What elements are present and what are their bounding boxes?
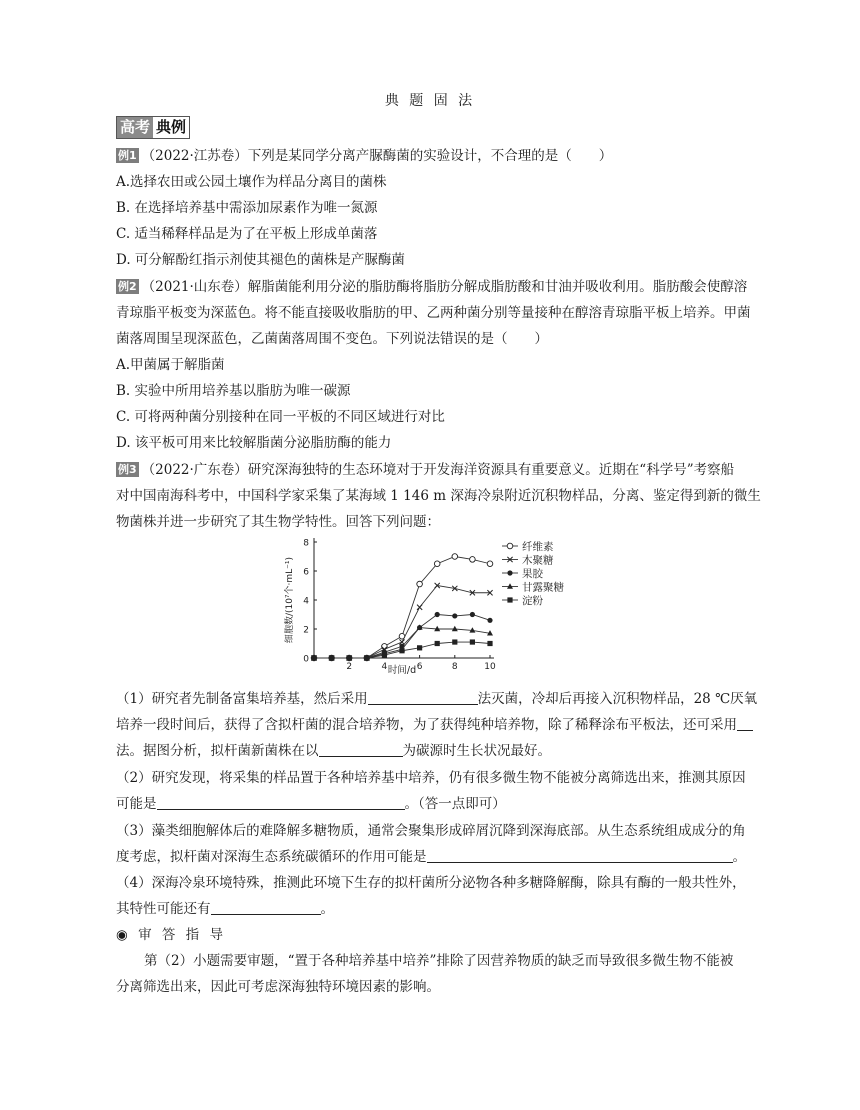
data-point-2-7	[435, 612, 440, 617]
data-point-3-8	[452, 626, 458, 631]
ex3-tag: 例3	[118, 463, 137, 476]
ex2-option-c: C. 可将两种菌分别接种在同一平板的不同区域进行对比	[116, 409, 445, 425]
q1-text-b: 法灭菌，冷却后再接入沉积物样品，28 ℃厌氧	[477, 691, 758, 707]
q1-line1	[116, 690, 757, 708]
x-tick-label: 6	[416, 662, 423, 672]
guide-paragraph-line2: 分离筛选出来，因此可考虑深海独特环境因素的影响。	[116, 979, 440, 995]
ex1-option-b: B. 在选择培养基中需添加尿素作为唯一氮源	[116, 200, 378, 216]
q3-blank[interactable]	[427, 848, 733, 863]
x-axis-label: 时间/d	[387, 665, 417, 674]
data-point-4-8	[452, 639, 457, 644]
ex3-stem-line3: 物菌株并进一步研究了其生物学特性。回答下列问题：	[116, 514, 440, 530]
x-tick-label: 4	[381, 662, 388, 672]
q4-text-c: 。	[320, 901, 334, 917]
y-tick-label: 8	[303, 538, 309, 549]
data-point-4-10	[487, 641, 492, 646]
x-tick-label: 2	[346, 662, 353, 672]
data-point-0-6	[417, 581, 423, 587]
q1-text-c: 培养一段时间后，获得了含拟杆菌的混合培养物，为了获得纯种培养物，除了稀释涂布平板法，还可采用	[116, 717, 737, 733]
ex2-stem-text1: （2021·山东卷）解脂菌能利用分泌的脂肪酶将脂肪分解成脂肪酸和甘油并吸收利用。脂肪酸会使醇溶	[141, 279, 748, 295]
x-tick-label: 10	[484, 662, 496, 672]
badge-part1: 高考	[117, 117, 153, 138]
data-point-4-4	[382, 653, 387, 658]
q1-text-d: 法。据图分析，拟杆菌新菌株在以	[116, 743, 319, 759]
y-tick-label: 2	[303, 625, 309, 636]
q1-line3	[116, 742, 551, 760]
ex1-stem	[116, 147, 612, 165]
q1-line2	[116, 716, 753, 734]
ex2-stem-line1	[116, 278, 747, 296]
ex1-option-c: C. 适当稀释样品是为了在平板上形成单菌落	[116, 226, 378, 242]
data-point-0-10	[487, 561, 493, 567]
ex2-stem-line2: 青琼脂平板变为深蓝色。将不能直接吸收脂肪的甲、乙两种菌分别等量接种在醇溶青琼脂平板上培养。甲菌	[116, 305, 751, 321]
q3-line2	[116, 848, 746, 866]
gaokao-dianli-badge	[116, 116, 190, 139]
data-point-4-0	[311, 655, 316, 660]
q3-text-b: 度考虑，拟杆菌对深海生态系统碳循环的作用可能是	[116, 849, 427, 865]
ex2-option-d: D. 该平板可用来比较解脂菌分泌脂肪酶的能力	[116, 435, 392, 451]
guide-heading: ◉ 审 答 指 导	[116, 927, 226, 943]
legend-marker-3	[507, 583, 513, 588]
q2-line1: （2）研究发现，将采集的样品置于各种培养基中培养，仍有很多微生物不能被分离筛选出来，推测其原因	[116, 770, 746, 786]
data-point-0-8	[452, 554, 458, 560]
q1-text-e: 为碳源时生长状况最好。	[402, 743, 551, 759]
ex1-option-d: D. 可分解酚红指示剂使其褪色的菌株是产脲酶菌	[116, 252, 405, 268]
data-point-4-6	[417, 645, 422, 650]
data-point-2-8	[452, 613, 457, 618]
ex3-stem-line1	[116, 461, 734, 479]
legend-marker-4	[507, 597, 512, 602]
legend-label-0: 纤维素	[522, 541, 554, 553]
ex2-tag: 例2	[118, 280, 137, 293]
data-point-4-3	[364, 655, 369, 660]
legend-marker-2	[507, 570, 512, 575]
ex2-option-b: B. 实验中所用培养基以脂肪为唯一碳源	[116, 383, 351, 399]
data-point-0-7	[434, 561, 440, 567]
data-point-2-10	[487, 618, 492, 623]
q3-line1: （3）藻类细胞解体后的难降解多糖物质，通常会聚集形成碎屑沉降到深海底部。从生态系统组成成分的角	[116, 823, 746, 839]
data-point-4-7	[435, 641, 440, 646]
q1-blank-3[interactable]	[319, 742, 403, 757]
page-title: 典 题 固 法	[384, 93, 476, 109]
data-point-4-9	[470, 639, 475, 644]
ex1-stem-text: （2022·江苏卷）下列是某同学分离产脲酶菌的实验设计，不合理的是（ ）	[141, 148, 613, 164]
y-tick-label: 6	[303, 567, 309, 578]
q4-text-b: 其特性可能还有	[116, 901, 211, 917]
ex1-tag: 例1	[118, 149, 137, 162]
ex3-stem-line2: 对中国南海科考中，中国科学家采集了某海域 1 146 m 深海冷泉附近沉积物样品，分离、鉴定得到新的微生	[116, 488, 761, 504]
legend-label-1: 木聚糖	[522, 554, 554, 567]
series-line-3	[314, 628, 490, 658]
y-tick-label: 0	[303, 654, 309, 665]
q2-text-c: 。（答一点即可）	[404, 796, 506, 812]
q2-line2	[116, 795, 506, 813]
q4-blank[interactable]	[211, 900, 321, 915]
x-tick-label: 8	[451, 662, 458, 672]
ex2-stem-line3: 菌落周围呈现深蓝色，乙菌菌落周围不变色。下列说法错误的是（ ）	[116, 331, 548, 347]
q4-line2	[116, 900, 334, 918]
legend-marker-0	[507, 543, 513, 549]
data-point-4-1	[329, 655, 334, 660]
q1-blank-2[interactable]	[737, 716, 753, 731]
q4-line1: （4）深海冷泉环境特殊，推测此环境下生存的拟杆菌所分泌物各种多糖降解酶，除具有酶的一般共性外，	[116, 875, 746, 891]
q1-text-a: （1）研究者先制备富集培养基，然后采用	[116, 691, 368, 707]
data-point-0-9	[470, 557, 476, 563]
q2-blank[interactable]	[157, 795, 405, 810]
y-tick-label: 4	[303, 596, 309, 607]
ex1-option-a: A.选择农田或公园土壤作为样品分离目的菌株	[116, 174, 387, 190]
ex3-stem-text1: （2022·广东卷）研究深海独特的生态环境对于开发海洋资源具有重要意义。近期在“科学号”考察船	[141, 462, 735, 478]
q3-text-c: 。	[732, 849, 746, 865]
data-point-1-6	[417, 605, 422, 610]
badge-part2: 典例	[153, 117, 189, 138]
ex2-option-a: A.甲菌属于解脂菌	[116, 357, 225, 373]
legend-label-4: 淀粉	[522, 595, 543, 607]
legend-label-2: 果胶	[522, 568, 543, 580]
q2-text-b: 可能是	[116, 796, 157, 812]
legend-label-3: 甘露聚糖	[522, 581, 564, 594]
guide-paragraph-line1: 第（2）小题需要审题，“置于各种培养基中培养”排除了因营养物质的缺乏而导致很多微生物不能被	[144, 953, 734, 969]
y-axis-label: 细胞数/(10⁷个·mL⁻¹)	[285, 556, 295, 644]
growth-chart	[280, 534, 580, 674]
series-line-0	[314, 557, 490, 659]
growth-chart-svg	[280, 534, 580, 674]
data-point-4-5	[399, 648, 404, 653]
data-point-4-2	[347, 655, 352, 660]
q1-blank-1[interactable]	[368, 690, 478, 705]
data-point-2-9	[470, 612, 475, 617]
